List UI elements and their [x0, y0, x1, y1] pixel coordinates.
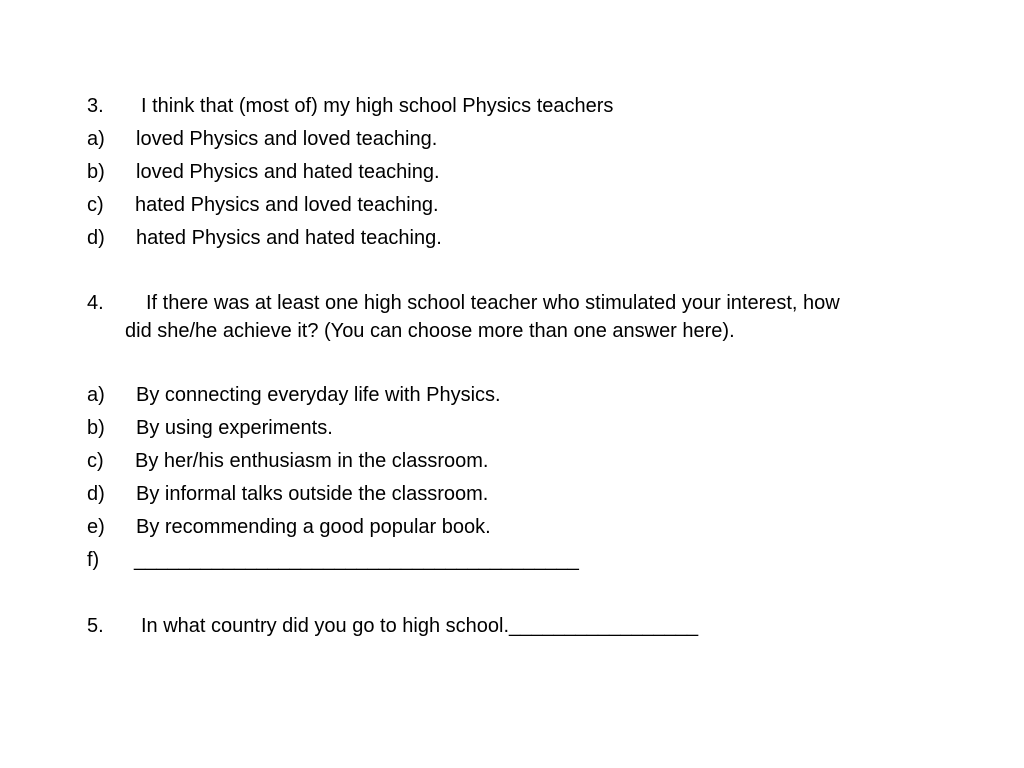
option-label: a) [87, 128, 105, 150]
option-label: f) [87, 549, 100, 571]
option-text: By her/his enthusiasm in the classroom. [135, 450, 489, 472]
option-label: d) [87, 227, 105, 249]
option-text: By using experiments. [136, 417, 333, 439]
option-4e [87, 515, 491, 539]
option-text: By recommending a good popular book. [136, 516, 491, 538]
question-number: 3. [87, 95, 104, 117]
option-label: c) [87, 194, 104, 216]
option-text: loved Physics and loved teaching. [136, 128, 438, 150]
option-3b [87, 160, 440, 184]
question-4 [87, 291, 840, 315]
option-4d [87, 482, 489, 506]
question-text-line-2: did she/he achieve it? (You can choose more than one answer here). [125, 320, 735, 342]
option-label: a) [87, 384, 105, 406]
option-label: b) [87, 417, 105, 439]
option-3c [87, 193, 439, 217]
question-3 [87, 94, 614, 118]
option-label: c) [87, 450, 104, 472]
answer-blank: ________________________________________ [134, 549, 579, 571]
question-number: 5. [87, 615, 104, 637]
option-text: By informal talks outside the classroom. [136, 483, 489, 505]
option-3a [87, 127, 438, 151]
option-text: hated Physics and loved teaching. [135, 194, 439, 216]
option-text: hated Physics and hated teaching. [136, 227, 442, 249]
option-label: b) [87, 161, 105, 183]
option-4b [87, 416, 333, 440]
option-label: e) [87, 516, 105, 538]
question-number: 4. [87, 292, 104, 314]
option-text: By connecting everyday life with Physics. [136, 384, 501, 406]
option-3d [87, 226, 442, 250]
option-4f [87, 548, 579, 572]
question-text-line-1: If there was at least one high school teacher who stimulated your interest, how [146, 292, 840, 314]
option-label: d) [87, 483, 105, 505]
option-4a [87, 383, 501, 407]
question-5 [87, 614, 699, 638]
question-text: In what country did you go to high school._________________ [141, 615, 699, 637]
question-text: I think that (most of) my high school Physics teachers [141, 95, 614, 117]
option-text: loved Physics and hated teaching. [136, 161, 440, 183]
option-4c [87, 449, 489, 473]
